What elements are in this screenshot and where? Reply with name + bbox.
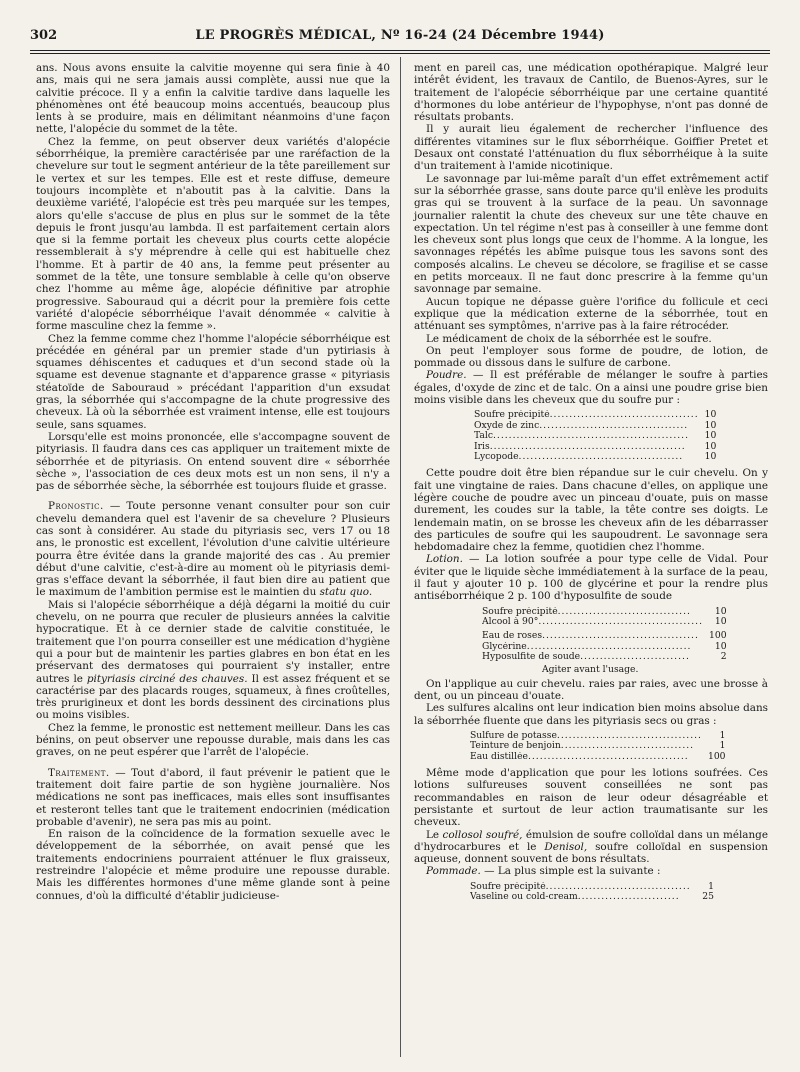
left-column [36, 62, 390, 902]
ingredient-name: Sulfure de potasse [470, 730, 557, 741]
paragraph: ans. Nous avons ensuite la calvitie moyenne qui sera finie à 40 ans, mais qui ne sera jamais aussi complète, aussi nue que la calvitie précoce. Il y a enfin la calvitie tardive dans laquelle les phénomènes ont été beaucoup moins accentués, beaucoup plus lents à se produire, mais en délimitant néanmoins d'une façon nette, l'alopécie du sommet de la tête. [36, 62, 390, 136]
ingredient-qty: 10 [714, 616, 727, 628]
ingredient-qty: 10 [704, 450, 717, 462]
recipe-row: Soufre précipité.................................. 10 [482, 605, 727, 617]
paragraph-text: Le [426, 828, 443, 841]
ingredient-qty: 10 [704, 430, 717, 442]
recipe-row: Teinture de benjoin.................................. 1 [470, 740, 726, 752]
paragraph-text: Mais si l'alopécie séborrhéique a déjà dégarni la moitié du cuir chevelu, on ne pourra que reculer de plusieurs années la calvitie hypocratique. Et à ce dernier stade de calvitie constituée, le traitement que l'on pourra conseiller est une médication d'hygiène qui a pour but de maintenir les parties glabres en bon état en les préservant des dermatoses qui pourraient s'y installer, entre autres le [36, 598, 390, 685]
header-rule-double [30, 53, 770, 54]
paragraph: Lorsqu'elle est moins prononcée, elle s'accompagne souvent de pityriasis. Il faudra dans ces cas appliquer un traitement mixte de séborrhée et de pityriasis. On entend souvent dire « séborrhée sèche », l'association de ces deux mots est un non sens, il n'y a pas de séborrhée sèche, la séborrhée est toujours fluide et grasse. [36, 430, 390, 493]
recipe-lotion [482, 607, 727, 663]
usage-note: Agiter avant l'usage. [542, 663, 639, 675]
section-pommade [414, 865, 768, 877]
recipe-row: Iris.................................................. 10 [474, 440, 717, 452]
ingredient-qty: 10 [704, 440, 717, 452]
ingredient-name: Glycérine [482, 641, 527, 652]
section-heading: Pronostic. [48, 500, 104, 513]
recipe-row: Lycopode.......................................... 10 [474, 450, 717, 462]
ingredient-qty: 2 [720, 651, 727, 663]
section-traitement [36, 767, 390, 828]
paragraph: Aucun topique ne dépasse guère l'orifice du follicule et ceci explique que la médication externe de la séborrhée, tout en atténuant ses symptômes, n'arrive pas à la faire rétrocéder. [414, 295, 768, 333]
paragraph: Chez la femme comme chez l'homme l'alopécie séborrhéique est précédée en général par un premier stade d'un pytiriasis à squames déhiscentes et caduques et d'un second stade où la squame est devenue stagnante et d'apparence grasse « pityriasis stéatoïde de Sabouraud » précédant l'apparition d'un exsudat gras, la séborrhée qui s'accompagne de la chute progressive des cheveux. Là où la séborrhée est vraiment intense, elle est toujours seule, sans squames. [36, 332, 390, 431]
ingredient-qty: 1 [719, 729, 726, 741]
ingredient-qty: 1 [708, 880, 714, 892]
ingredient-name: Soufre précipité [474, 410, 550, 421]
paragraph: Le savonnage par lui-même paraît d'un effet extrêmement actif sur la séborrhée grasse, sans doute parce qu'il enlève les produits gras qui se trouvent à la surface de la peau. Un savonnage journalier ralentit la chute des cheveux sur une tête chauve en expectation. Un tel régime n'est pas à conseiller à une femme dont les cheveux sont plus longs que ceux de l'homme. A la longue, les savonnages répétés les abîme puisque tous les savons sont des composés alcalins. Le cheveu se décolore, se fragilise et se casse en petits morceaux. Il ne faut donc prescrire à la femme qu'un savonnage par semaine. [414, 172, 768, 296]
ingredient-name: Soufre précipité [470, 881, 546, 892]
recipe-row: Talc.................................................. 10 [474, 430, 717, 442]
recipe-poudre [474, 410, 716, 462]
header-rule [30, 50, 770, 51]
ingredient-name: Alcool à 90° [482, 617, 539, 628]
section-heading: Lotion. [426, 553, 463, 566]
ingredient-name: Oxyde de zinc [474, 420, 540, 431]
ingredient-qty: 25 [702, 891, 714, 903]
ingredient-name: Iris [474, 441, 490, 452]
paragraph: En raison de la coïncidence de la formation sexuelle avec le développement de la séborrhée, on avait pensé que les traitements endocriniens pourraient atténuer le flux graisseux, restreindre l'alopécie et même produire une repousse durable. Mais les différentes hormones d'une même glande sont à peine connues, d'où la difficulté d'établir judicieuse- [36, 828, 390, 902]
ingredient-name: Eau distillée [470, 751, 528, 762]
section-heading: Poudre. [426, 369, 467, 382]
ingredient-name: Talc [474, 431, 493, 442]
ingredient-qty: 10 [704, 419, 717, 431]
page-number: 302 [30, 28, 58, 43]
paragraph: Chez la femme, le pronostic est nettement meilleur. Dans les cas bénins, on peut observer une repousse durable, mais dans les cas graves, on ne peut espérer que l'arrêt de l'alopécie. [36, 721, 390, 759]
ingredient-qty: 10 [714, 640, 727, 652]
recipe-row: Oxyde de zinc...................................... 10 [474, 419, 717, 431]
italic-term: collosol soufré, [442, 828, 523, 841]
recipe-row: Sulfure de potasse..................................... 1 [470, 729, 726, 741]
recipe-row: Vaseline ou cold-cream.......................... 25 [470, 891, 714, 903]
italic-term: Denisol, [544, 840, 588, 853]
section-pronostic [36, 500, 390, 598]
italic-term: statu quo. [319, 586, 373, 599]
paragraph-text: — Il est préférable de mélanger le soufre à parties égales, d'oxyde de zinc et de talc. On a ainsi une poudre grise bien moins visible dans les cheveux que du soufre pur : [414, 369, 768, 407]
ingredient-qty: 1 [719, 740, 726, 752]
paragraph: On l'applique au cuir chevelu. raies par raies, avec une brosse à dent, ou un pinceau d'ouate. [414, 677, 768, 702]
ingredient-qty: 100 [707, 750, 726, 762]
recipe-sulfures [470, 731, 726, 762]
recipe-row: Soufre précipité..................................... 1 [470, 880, 714, 892]
paragraph-text: — Toute personne venant consulter pour son cuir chevelu demandera quel est l'avenir de sa chevelure ? Plusieurs cas sont à considérer. Au stade du pityriasis sec, vers 17 ou 18 ans, le pronostic est excellent, l'évolution d'une calvitie ultérieure pourra être évitée dans la grande majorité des cas . Au premier début d'une calvitie, c'est-à-dire au moment où le pityriasis demi-gras s'efface devant la séborrhée, il faut bien dire au patient que le maximum de l'ambition permise est le maintien du [36, 500, 390, 599]
ingredient-name: Soufre précipité [482, 606, 558, 617]
paragraph: Les sulfures alcalins ont leur indication bien moins absolue dans la séborrhée fluente que dans les pityriasis secs ou gras : [414, 702, 768, 727]
paragraph-text: — La plus simple est la suivante : [480, 865, 661, 878]
recipe-row: Hyposulfite de soude............................ 2 [482, 651, 727, 663]
ingredient-qty: 100 [709, 630, 727, 642]
right-column [414, 62, 768, 908]
paragraph: Cette poudre doit être bien répandue sur le cuir chevelu. On y fait une vingtaine de raies. Dans chacune d'elles, on applique une légère couche de poudre avec un pinceau d'ouate, puis on masse durement, les coudes sur la table, la tête contre ses doigts. Le lendemain matin, on se brosse les cheveux afin de les débarrasser des particules de soufre qui les saupoudrent. Le savonnage sera hebdomadaire chez la femme, quotidien chez l'homme. [414, 467, 768, 554]
recipe-row: Eau distillée......................................... 100 [470, 750, 726, 762]
page-header [30, 28, 770, 48]
recipe-row: Alcool à 90°.......................................... 10 [482, 616, 727, 628]
paragraph: On peut l'employer sous forme de poudre, de lotion, de pommade ou dissous dans le sulfure de carbone. [414, 344, 768, 370]
paragraph [36, 599, 390, 722]
ingredient-qty: 10 [704, 409, 717, 421]
paragraph: Le médicament de choix de la séborrhée est le soufre. [426, 332, 712, 345]
paragraph-text: Il est assez fréquent et se caractérise par des placards rouges, squameux, à fines croûtelles, très prurigineux et dont les bords dessinent des circinations plus ou moins visibles. [36, 672, 391, 722]
paragraph: Il y aurait lieu également de rechercher l'influence des différentes vitamines sur le flux séborrhéique. Goiffier Pretet et Desaux ont constaté l'atténuation du flux séborrhéique à la suite d'un traitement à l'amide nicotinique. [414, 123, 768, 173]
ingredient-name: Vaseline ou cold-cream [470, 892, 578, 903]
paragraph: ment en pareil cas, une médication opothérapique. Malgré leur intérêt évident, les travaux de Cantilo, de Buenos-Ayres, sur le traitement de l'alopécie séborrhéique par une certaine quantité d'hormones du lobe antérieur de l'hypophyse, n'ont pas donné de résultats probants. [414, 62, 768, 124]
italic-term: pityriasis circiné des chauves. [86, 672, 248, 685]
section-heading: Traitement. [48, 766, 110, 779]
recipe-row: Soufre précipité...................................... 10 [474, 409, 717, 421]
paragraph: Chez la femme, on peut observer deux variétés d'alopécie séborrhéique, la première caractérisée par une raréfaction de la chevelure sur tout le segment antérieur de la tête pareillement sur le vertex et sur les tempes. Elle est et reste diffuse, demeure toujours incomplète et n'aboutit pas à la calvitie. Dans la deuxième variété, l'alopécie est très peu marquée sur les tempes, alors qu'elle s'accuse de plus en plus sur le sommet de la tête depuis le front jusqu'au lambda. Il est parfaitement certain alors que si la femme portait les cheveux plus courts cette alopécie ressemblerait à s'y méprendre à celle qui est habituelle chez l'homme. Et à partir de 40 ans, la femme peut présenter au sommet de la tête, une tonsure semblable à celle qu'on observe chez l'homme au même âge, alopécie définitive par atrophie progressive. Sabouraud qui a décrit pour la première fois cette variété d'alopécie séborrhéique l'avait dénommée « calvitie à forme masculine chez la femme ». [36, 135, 390, 333]
paragraph-text: — Tout d'abord, il faut prévenir le patient que le traitement doit faire partie de son hygiène journalière. Nos médications ne sont pas inefficaces, mais elles sont insuffisantes et resteront telles tant que le traitement endocrinien (médication probable d'avenir), ne sera pas mis au point. [36, 766, 390, 828]
paragraph-text: — La lotion soufrée a pour type celle de Vidal. Pour éviter que le liquide sèche immédiatement à la surface de la peau, il faut y ajouter 10 p. 100 de glycérine et pour la rendre plus antiséborrhéique 2 p. 100 d'hyposulfite de soude [414, 553, 768, 603]
section-heading: Pommade. [426, 865, 481, 878]
ingredient-name: Eau de roses [482, 630, 543, 642]
ingredient-name: Lycopode [474, 451, 519, 462]
recipe-row: Glycérine.......................................... 10 [482, 640, 727, 652]
ingredient-name: Hyposulfite de soude [482, 652, 581, 663]
recipe-pommade [470, 882, 714, 903]
ingredient-qty: 10 [714, 605, 727, 617]
journal-title: LE PROGRÈS MÉDICAL, Nº 16-24 (24 Décembre 1944) [195, 28, 605, 43]
paragraph-text: émulsion de soufre colloïdal dans un mélange d'hydrocarbures et le [414, 828, 768, 853]
recipe-row: Eau de roses........................................ 100 [482, 627, 727, 641]
ingredient-name: Teinture de benjoin [470, 741, 561, 752]
paragraph-text: soufre colloïdal en suspension aqueuse, donnent souvent de bons résultats. [414, 840, 768, 866]
column-divider [400, 57, 401, 1057]
paragraph [414, 829, 768, 866]
section-poudre [414, 369, 768, 406]
paragraph: Même mode d'application que pour les lotions soufrées. Ces lotions sulfureuses souvent conseillées ne sont pas recommandables en raison de leur odeur désagréable et persistante et surtout de leur action traumatisante sur les cheveux. [414, 767, 768, 829]
section-lotion [414, 553, 768, 602]
